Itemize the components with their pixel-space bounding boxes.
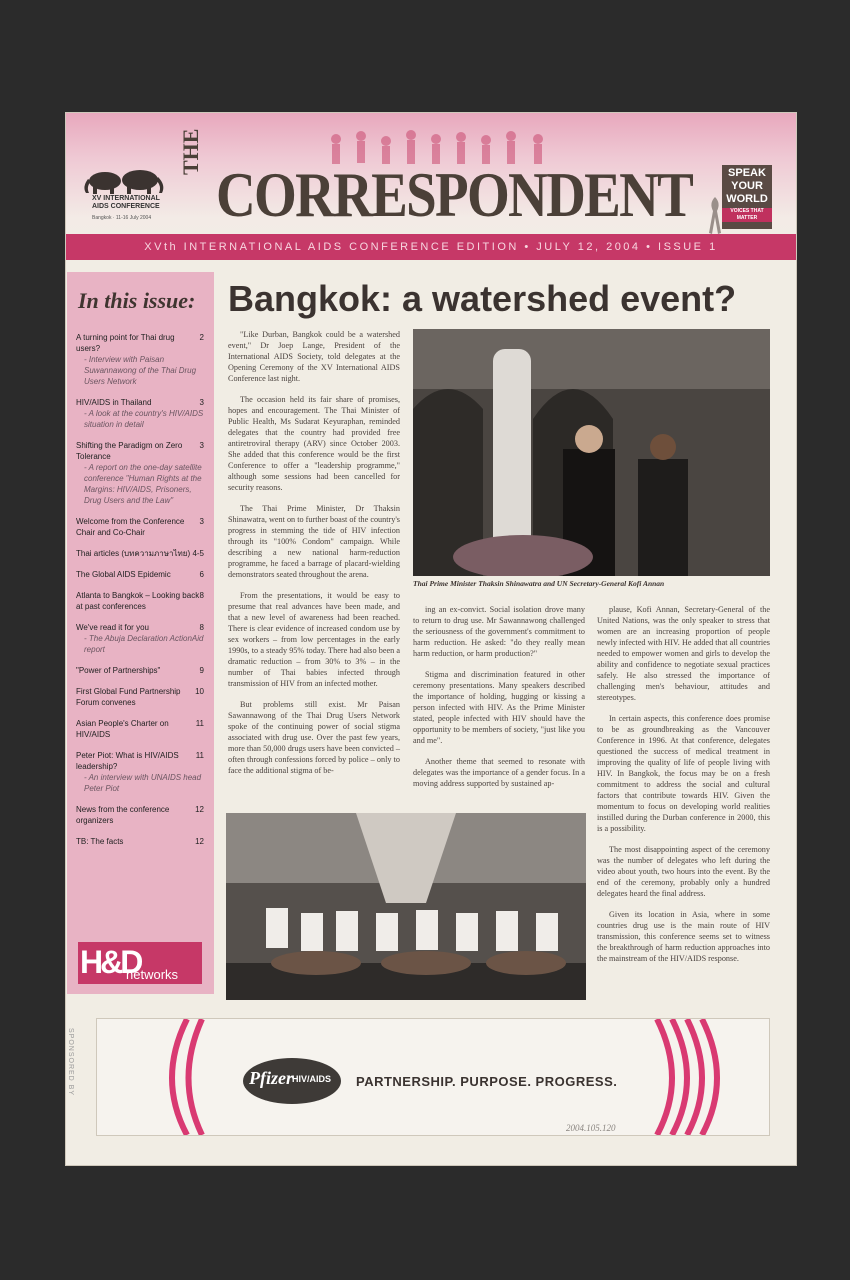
- speak-your-world-badge: [722, 165, 772, 229]
- toc-item-title: TB: The facts: [76, 837, 124, 846]
- toc-item-title: We've read it for you: [76, 623, 149, 632]
- sidebar-heading: In this issue:: [78, 288, 196, 313]
- toc-item-title: News from the conference organizers: [76, 805, 170, 825]
- toc-item-page: 3: [199, 517, 204, 526]
- article-headline: Bangkok: a watershed event?: [228, 278, 737, 319]
- toc-item: [76, 590, 204, 612]
- toc-item: [76, 622, 204, 655]
- toc-item: [76, 686, 204, 708]
- hd-networks-logo: [78, 942, 202, 984]
- toc-item: [76, 397, 204, 430]
- world-word: WORLD: [726, 193, 768, 205]
- hd-logo-mark: H&D: [80, 944, 141, 980]
- sidebar-toc-list: [67, 332, 214, 847]
- article-column-2: [413, 604, 585, 799]
- handwritten-accession-number: 2004.105.120: [566, 1123, 616, 1133]
- toc-item: [76, 569, 204, 580]
- article-column-3: [597, 604, 770, 974]
- in-this-issue-sidebar: [67, 272, 214, 994]
- article-paragraph: Stigma and discrimination featured in other ceremony presentations. Many speakers described the importance of holding, hugging or kissing a person infected with HIV. As the Prime Minister stated, people infected with HIV should have the opportunity to be members of society, "just like you and me".: [413, 670, 585, 745]
- toc-item-title: Thai articles (บทความภาษาไทย): [76, 549, 191, 558]
- toc-item-page: 4-5: [192, 549, 204, 558]
- newspaper-page: [66, 113, 796, 1165]
- toc-item-page: 3: [199, 398, 204, 407]
- aids-conference-name: XV INTERNATIONAL AIDS CONFERENCE: [92, 195, 160, 210]
- toc-item: [76, 804, 204, 826]
- toc-item-title: First Global Fund Partnership Forum convenes: [76, 687, 181, 707]
- toc-item-page: 6: [199, 570, 204, 579]
- toc-item-page: 12: [195, 805, 204, 814]
- photo-caption: Thai Prime Minister Thaksin Shinawatra and UN Secretary-General Kofi Annan: [413, 579, 665, 588]
- toc-item-description: - An interview with UNAIDS head Peter Piot: [84, 773, 202, 793]
- aids-conference-dates: Bangkok · 11-16 July 2004: [92, 215, 152, 221]
- toc-item-description: - A report on the one-day satellite conference "Human Rights at the Margins: HIV/AIDS, Prisoners, Drug Users and the Law": [84, 463, 202, 505]
- photo-thaksin-annan: [413, 329, 770, 576]
- aids-ribbon-icon: [708, 195, 722, 235]
- elephant-icon: [80, 165, 170, 195]
- toc-item-page: 3: [199, 441, 204, 450]
- masthead-the: THE: [178, 128, 203, 175]
- masthead: [66, 113, 796, 263]
- article-paragraph: But problems still exist. Mr Paisan Sawannawong of the Thai Drug Users Network spoke of the continuing power of social stigma associated with drug use. Over the past few years, more than 50,000 drugs users have been convicted – often through confessions forced by police – only to face the additional stigma of be-: [228, 700, 400, 775]
- musicians-photo-graphic: [226, 813, 586, 1000]
- toc-item-page: 8: [199, 623, 204, 632]
- toc-item-title: Peter Piot: What is HIV/AIDS leadership?: [76, 751, 179, 771]
- article-paragraph: In certain aspects, this conference does promise to be as groundbreaking as the Vancouver Conference in 1996. At that conference, delegates questioned the success of medical treatment in improving the quality of life of people living with HIV. In Bangkok, the focus may be on a fresh commitment to address the social and cultural factors that contribute towards HIV. Given the momentum to focus on developing world realities instilled during the Durban conference in 2000, this is a possibility.: [597, 714, 770, 833]
- toc-item-page: 11: [195, 719, 204, 728]
- toc-item: [76, 750, 204, 794]
- aids-conference-logo: [80, 165, 175, 225]
- toc-item-title: Welcome from the Conference Chair and Co-Chair: [76, 517, 185, 537]
- hd-logo-networks: networks: [126, 967, 179, 982]
- toc-item-page: 12: [195, 837, 204, 846]
- your-word: YOUR: [731, 180, 763, 192]
- toc-item: [76, 548, 204, 559]
- speak-word: SPEAK: [728, 167, 766, 179]
- toc-item-page: 11: [195, 751, 204, 760]
- article-paragraph: "Like Durban, Bangkok could be a watershed event," Dr Joep Lange, President of the International AIDS Society, told delegates at the Opening Ceremony of the XV International AIDS Conference last night.: [228, 330, 400, 383]
- toc-item-title: The Global AIDS Epidemic: [76, 570, 171, 579]
- article-paragraph: ing an ex-convict. Social isolation drove many to return to drug use. Mr Sawannawong challenged the seriousness of the government's commitment to harm reduction. He asked: "do they really mean harm reduction, or harm production?": [413, 605, 585, 658]
- article-paragraph: From the presentations, it would be easy to presume that real advances have been made, and that a new level of awareness had been reached. There is clear evidence of increased condom use by sex workers – from low percentages in the early 1990s, to a steady 95% today. There had also been a dramatic reduction – from 30% to 3% – in the number of Thai babies infected through transmission of HIV from an infected mother.: [228, 591, 400, 688]
- masthead-title: CORRESPONDENT: [216, 159, 693, 230]
- toc-item-page: 10: [195, 687, 204, 696]
- article-paragraph: The Thai Prime Minister, Dr Thaksin Shinawatra, went on to further boast of the country's progress in stemming the tide of HIV infection through its "100% Condom" campaign. While describing a new national harm-reduction programme, he faced a barrage of placard-wielding demonstrators seated throughout the arena.: [228, 504, 400, 579]
- toc-item-description: - Interview with Paisan Suwannawong of the Thai Drug Users Network: [84, 355, 197, 386]
- article-paragraph: The occasion held its fair share of promises, hopes and encouragement. The Thai Minister of Public Health, Ms Sudarat Keyuraphan, reminded delegates that the country had provided free antiretroviral therapy (ARV) since October 2003. She added that this conference would be the first Conference to offer a "leadership programme," although some sessions had been cancelled for security reasons.: [228, 395, 400, 492]
- pfizer-logo: [243, 1058, 341, 1104]
- toc-item-title: "Power of Partnerships": [76, 666, 161, 675]
- article-column-1: [228, 329, 400, 786]
- hivaids-wordmark: HIV/AIDS: [292, 1074, 332, 1084]
- toc-item-description: - The Abuja Declaration ActionAid report: [84, 634, 204, 654]
- toc-item-page: 8: [199, 591, 204, 600]
- edition-bar: XVth INTERNATIONAL AIDS CONFERENCE EDITION • JULY 12, 2004 • ISSUE 1: [66, 234, 796, 260]
- toc-item-title: HIV/AIDS in Thailand: [76, 398, 152, 407]
- toc-item: [76, 836, 204, 847]
- article-paragraph: Given its location in Asia, where in some countries drug use is the main route of HIV transmission, this conference seems set to witness the breakthrough of harm reduction approaches into the mainstream of the HIV/AIDS response.: [597, 910, 770, 963]
- toc-item-description: - A look at the country's HIV/AIDS situation in detail: [84, 409, 204, 429]
- sponsored-by-label: SPONSORED BY: [67, 1028, 74, 1097]
- article-paragraph: The most disappointing aspect of the ceremony was the number of delegates who left during the video about youth, two hours into the event. By the end of the ceremony, probably only a hundred delegates heard the final address.: [597, 845, 770, 898]
- toc-item: [76, 332, 204, 387]
- toc-item-title: Asian People's Charter on HIV/AIDS: [76, 719, 169, 739]
- toc-item-title: Atlanta to Bangkok – Looking back at past conferences: [76, 591, 200, 611]
- article-paragraph: Another theme that seemed to resonate with delegates was the importance of a gender focus. In a moving address supported by sustained ap-: [413, 757, 585, 788]
- speak-badge-subtitle: VOICES THAT MATTER: [722, 208, 772, 222]
- toc-item: [76, 516, 204, 538]
- ceremony-photo-graphic: [413, 329, 770, 576]
- toc-item: [76, 665, 204, 676]
- article-paragraph: plause, Kofi Annan, Secretary-General of the United Nations, was the only speaker to stress that women are an increasing proportion of people newly infected with HIV. He added that all countries needed to empower women and girls to develop the ability and confidence to negotiate sexual practices safely. He also stressed the importance of challenging men's behaviour, attitudes and stereotypes.: [597, 605, 770, 702]
- ad-tagline: PARTNERSHIP. PURPOSE. PROGRESS.: [356, 1074, 618, 1089]
- toc-item: [76, 440, 204, 506]
- toc-item-title: Shifting the Paradigm on Zero Tolerance: [76, 441, 183, 461]
- toc-item-page: 9: [199, 666, 204, 675]
- pfizer-advertisement: [96, 1018, 770, 1136]
- toc-item: [76, 718, 204, 740]
- toc-item-page: 2: [199, 333, 204, 342]
- toc-item-title: A turning point for Thai drug users?: [76, 333, 175, 353]
- pfizer-wordmark: Pfizer: [249, 1068, 293, 1088]
- photo-musicians: [226, 813, 586, 1000]
